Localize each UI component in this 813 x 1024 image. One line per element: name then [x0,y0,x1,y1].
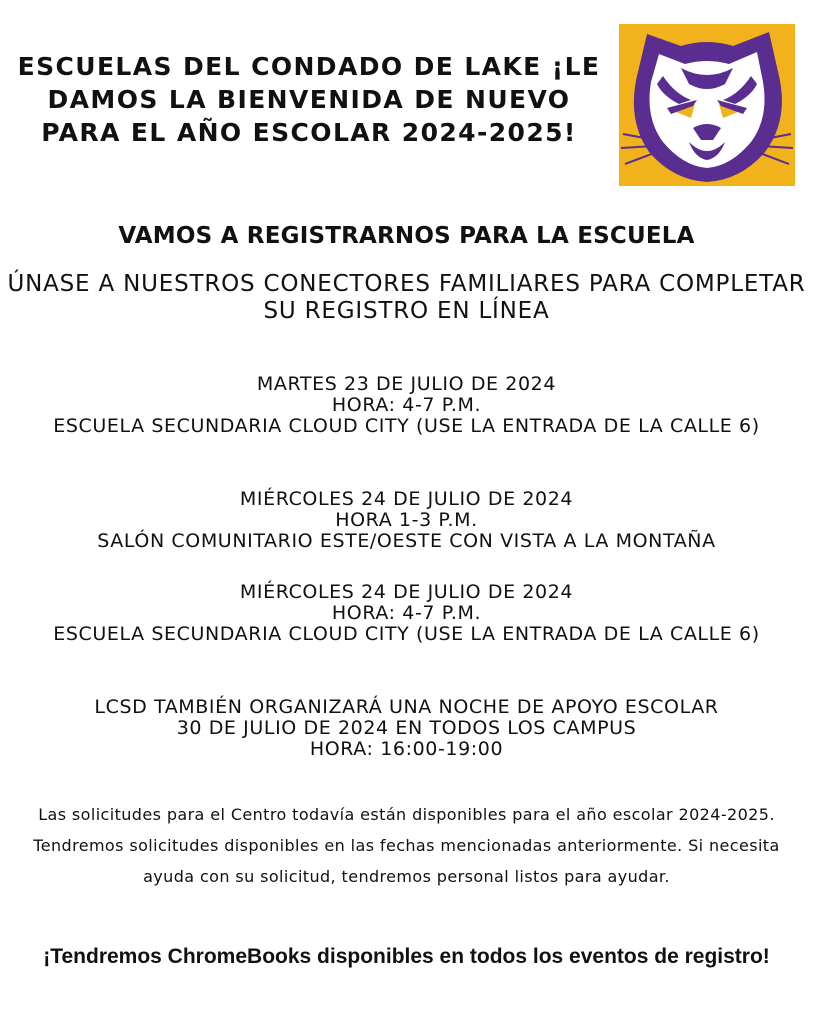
event-block [20,489,793,552]
registration-heading: VAMOS A REGISTRARNOS PARA LA ESCUELA [118,223,695,249]
event-location: ESCUELA SECUNDARIA CLOUD CITY (USE LA ENTRADA DE LA CALLE 6) [53,415,760,437]
event-location: ESCUELA SECUNDARIA CLOUD CITY (USE LA ENTRADA DE LA CALLE 6) [53,623,760,645]
registration-subheading: ÚNASE A NUESTROS CONECTORES FAMILIARES PARA COMPLETAR SU REGISTRO EN LÍNEA [7,271,806,324]
event-location: SALÓN COMUNITARIO ESTE/OESTE CON VISTA A LA MONTAÑA [97,530,716,552]
support-night-time: HORA: 16:00-19:00 [309,738,504,760]
support-night-title: LCSD TAMBIÉN ORGANIZARÁ UNA NOCHE DE APOYO ESCOLAR [94,696,719,718]
event-date: MARTES 23 DE JULIO DE 2024 [256,373,557,395]
event-time: HORA 1-3 P.M. [335,509,478,531]
event-time: HORA: 4-7 P.M. [331,394,482,416]
applications-notice: Las solicitudes para el Centro todavía están disponibles para el año escolar 2024-2025. Tendremos solicitudes disponibles en las fechas mencionadas anteriormente. Si necesita ayuda con su solicitud, tendremos personal listos para ayudar. [33,805,780,886]
support-night-date: 30 DE JULIO DE 2024 EN TODOS LOS CAMPUS [176,717,637,739]
cougar-mascot-icon [619,24,795,186]
support-night-block [20,697,793,760]
flyer-title: ESCUELAS DEL CONDADO DE LAKE ¡LE DAMOS LA BIENVENIDA DE NUEVO PARA EL AÑO ESCOLAR 2024-2025! [17,52,601,147]
chromebooks-announcement: ¡Tendremos ChromeBooks disponibles en todos los eventos de registro! [43,945,770,968]
event-block [20,374,793,437]
event-block [20,582,793,645]
event-date: MIÉRCOLES 24 DE JULIO DE 2024 [239,488,574,510]
event-date: MIÉRCOLES 24 DE JULIO DE 2024 [239,581,574,603]
event-time: HORA: 4-7 P.M. [331,602,482,624]
